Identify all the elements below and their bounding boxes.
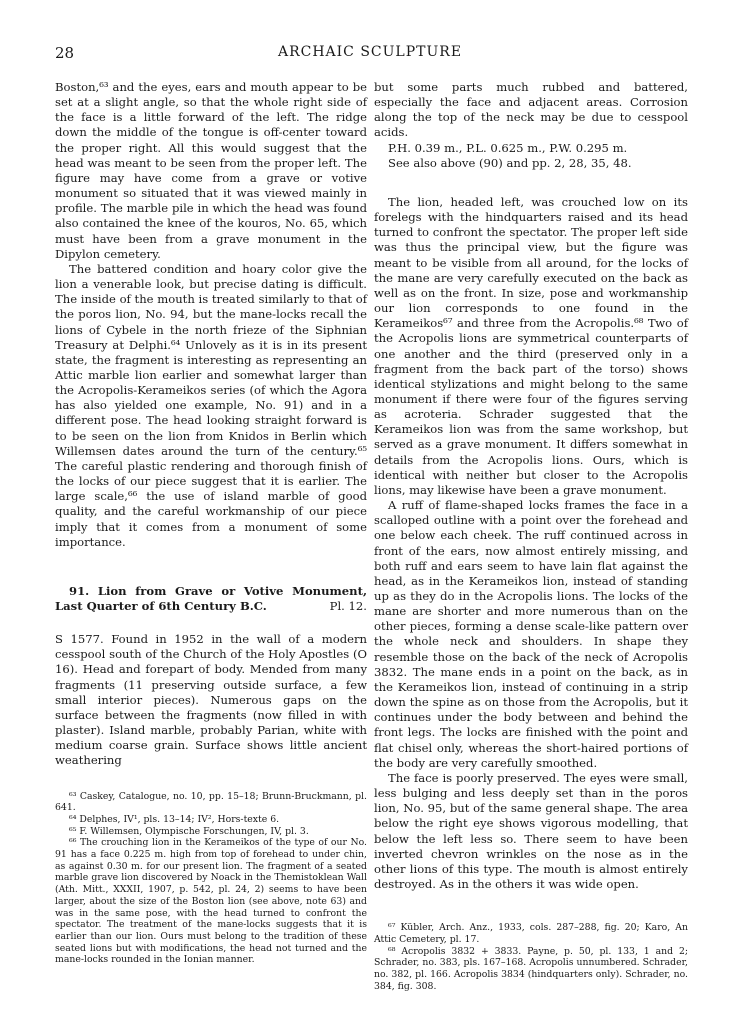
paragraph: The lion, headed left, was crouched low on its forelegs with the hindquarters raised and its head turned to confront the spectator. The proper left side was thus the principal view, but the figure was meant to be visible from all around, for the locks of the mane are very carefully executed on the back as well as on the front. In size, pose and workmanship our lion corresponds to one found in the Kerameikos⁶⁷ and three from the Acropolis.⁶⁸ Two of the Acropolis lions are symmetrical counterparts of one another and the third (preserved only in a fragment from the back part of the torso) shows identical stylizations and might belong to the same monument if there were four of the figures serving as acroteria. Schrader suggested that the Kerameikos lion was from the same workshop, but served as a grave monument. It differs somewhat in details from the Acropolis lions. Ours, which is identical with neither but closer to the Acropolis lions, may likewise have been a grave monument. (374, 194, 688, 497)
footnote: ⁶⁴ Delphes, IV¹, pls. 13–14; IV², Hors-texte 6. (69, 813, 280, 825)
paragraph: but some parts much rubbed and battered, especially the face and adjacent areas. Corrosion along the top of the neck may be due to cesspool acids. (374, 80, 688, 140)
paragraph: The face is poorly preserved. The eyes were small, less bulging and less deeply set than in the poros lion, No. 95, but of the same general shape. The area below the right eye shows vigorous modelling, that below the left less so. There seem to have been inverted chevron wrinkles on the nose as in the other lions of this type. The mouth is almost entirely destroyed. As in the others it was wide open. (374, 770, 688, 891)
entry-title: 91. Lion from Grave or Votive Monument, Last Quarter of 6th Century B.C. (55, 583, 367, 613)
see-also: See also above (90) and pp. 2, 28, 35, 48. (388, 155, 632, 170)
footnotes (374, 922, 688, 992)
catalogue-entry-heading (55, 584, 367, 614)
footnote: ⁶³ Caskey, Catalogue, no. 10, pp. 15–18; Brunn-Bruckmann, pl. 641. (55, 790, 367, 814)
dimensions: P.H. 0.39 m., P.L. 0.625 m., P.W. 0.295 m. (388, 140, 628, 155)
paragraph: The battered condition and hoary color give the lion a venerable look, but precise dating is difficult. The inside of the mouth is treated similarly to that of the poros lion, No. 94, but the mane-locks recall the lions of Cybele in the north frieze of the Siphnian Treasury at Delphi.⁶⁴ Unlovely as it is in its present state, the fragment is interesting as representing an Attic marble lion earlier and somewhat larger than the Acropolis-Kerameikos series (of which the Agora has also yielded one example, No. 91) and in a different pose. The head looking straight forward is to be seen on the lion from Knidos in Berlin which Willemsen dates around the turn of the century.⁶⁵ The careful plastic rendering and thorough finish of the locks of our piece suggest that it is earlier. The large scale,⁶⁶ the use of island marble of good quality, and the careful workmanship of our piece imply that it comes from a monument of some importance. (55, 261, 367, 549)
footnote: ⁶⁵ F. Willemsen, Olympische Forschungen, IV, pl. 3. (69, 825, 309, 837)
plate-reference: Pl. 12. (329, 599, 367, 613)
right-column (374, 80, 688, 992)
page-header (55, 44, 685, 64)
paragraph: S 1577. Found in 1952 in the wall of a modern cesspool south of the Church of the Holy Apostles (O 16). Head and forepart of body. Mended from many fragments (11 preserving outside surface, a few small interior pieces). Numerous gaps on the surface between the fragments (now filled in with plaster). Island marble, probably Parian, white with medium coarse grain. Surface shows little ancient weathering (55, 632, 367, 768)
running-title: ARCHAIC SCULPTURE (277, 44, 463, 60)
paragraph: A ruff of flame-shaped locks frames the face in a scalloped outline with a point over the forehead and one below each cheek. The ruff continued across in front of the ears, now almost entirely missing, and both ruff and ears seem to have lain flat against the head, as in the Kerameikos lion, instead of standing up as they do in the Acropolis lions. The locks of the mane are shorter and more numerous than on the other pieces, forming a dense scale-like pattern over the whole neck and shoulders. In shape they resemble those on the back of the neck of Acropolis 3832. The mane ends in a point on the back, as in the Kerameikos lion, instead of continuing in a strip down the spine as on those from the Acropolis, but it continues under the body between and behind the front legs. The locks are finished with the point and flat chisel only, whereas the short-haired portions of the body are very carefully smoothed. (374, 498, 688, 770)
footnotes (55, 791, 367, 967)
paragraph: Boston,⁶³ and the eyes, ears and mouth appear to be set at a slight angle, so that the whole right side of the face is a little forward of the left. The ridge down the middle of the tongue is off-center toward the proper right. All this would suggest that the head was meant to be seen from the proper left. The figure may have come from a grave or votive monument so situated that it was viewed mainly in profile. The marble pile in which the head was found also contained the knee of the kouros, No. 65, which must have been from a grave monument in the Dipylon cemetery. (55, 80, 367, 261)
footnote: ⁶⁶ The crouching lion in the Kerameikos of the type of our No. 91 has a face 0.225 m. high from top of forehead to under chin, as against 0.30 m. for our present lion. The fragment of a seated marble grave lion discovered by Noack in the Themistoklean Wall (Ath. Mitt., XXXII, 1907, p. 542, pl. 24, 2) seems to have been larger, about the size of the Boston lion (see above, note 63) and was in the same pose, with the head turned to confront the spectator. The treatment of the mane-locks suggests that it is earlier than our lion. Ours must belong to the tradition of these seated lions but with modifications, the head not turned and the mane-locks rounded in the Ionian manner. (55, 837, 367, 966)
left-column (55, 80, 367, 966)
footnote: ⁶⁷ Kübler, Arch. Anz., 1933, cols. 287–288, fig. 20; Karo, An Attic Cemetery, pl. 17. (374, 922, 688, 945)
page-number: 28 (55, 44, 75, 62)
footnote: ⁶⁸ Acropolis 3832 + 3833. Payne, p. 50, pl. 133, 1 and 2; Schrader, no. 383, pls. 167–168. Acropolis unnumbered. Schrader, no. 382, pl. 166. Acropolis 3834 (hindquarters only). Schrader, no. 384, fig. 308. (374, 945, 688, 992)
